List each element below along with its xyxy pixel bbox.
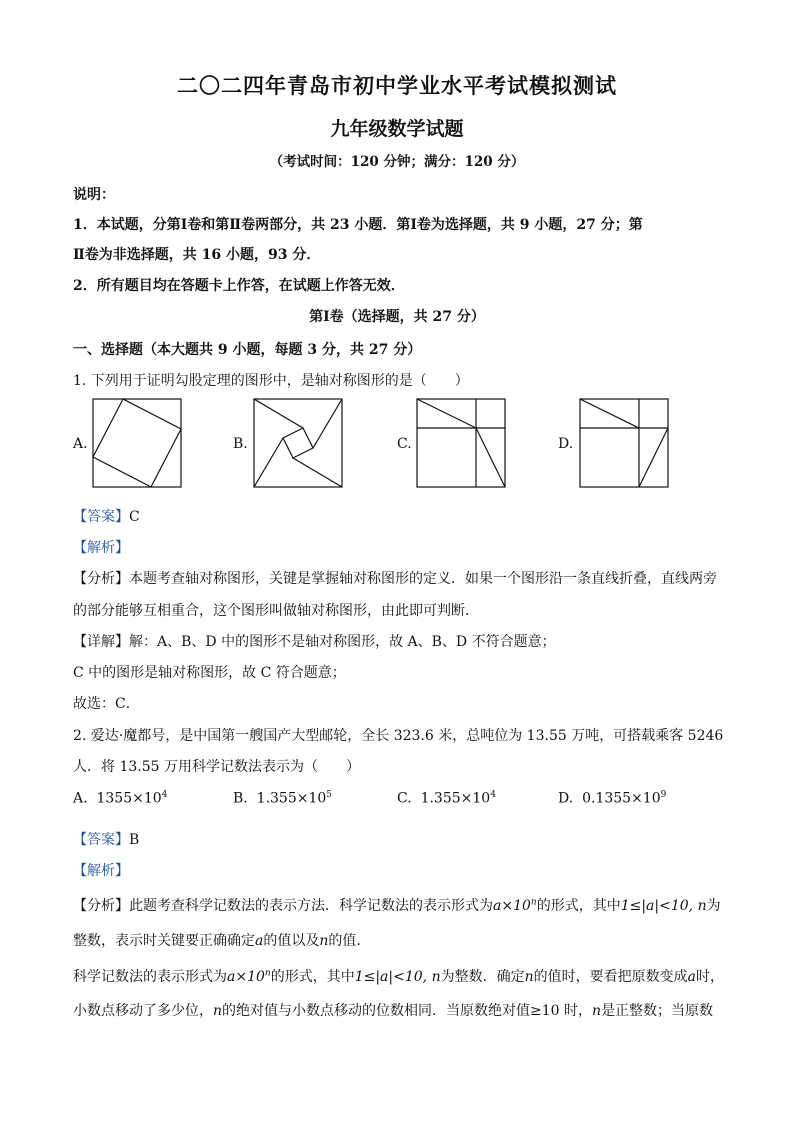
q1-fenxi-line1 <box>73 568 733 588</box>
figure-b-drawing <box>253 398 343 488</box>
q2-body-var-n2: n <box>213 1003 223 1019</box>
q2-body-range: 1≤|a|<10, n <box>354 969 441 985</box>
q2-body-line1-e: 时， <box>695 969 724 985</box>
q1-fenxi-tag: 【分析】 <box>73 571 129 587</box>
q2-fenxi-line2-a: 整数，表示时关键要正确确定 <box>73 933 255 949</box>
q1-label-a: A. <box>73 436 88 452</box>
q2-body-line1-c: 为整数．确定 <box>440 969 525 985</box>
q2-option-a-mantissa: 1355×10 <box>96 790 162 807</box>
q2-option-b-mantissa: 1.355×10 <box>256 790 327 807</box>
q1-answer <box>73 506 733 526</box>
q1-fenxi-line2: 的部分能够互相重合，这个图形叫做轴对称图形，由此即可判断． <box>73 603 479 619</box>
figure-d-drawing <box>579 398 669 488</box>
q1-xiangjie-line2: C 中的图形是轴对称图形，故 C 符合题意； <box>73 665 346 681</box>
q2-body-line2-b: 的绝对值与小数点移动的位数相同．当原数绝对值≥10 时， <box>222 1003 593 1019</box>
q1-answer-tag: 【答案】 <box>73 509 129 525</box>
q1-conclusion: 故选：C． <box>73 696 140 712</box>
q2-option-d-label: D. <box>558 790 574 807</box>
q1-xiangjie-line1 <box>73 631 733 651</box>
exam-info: （考试时间：120 分钟；满分：120 分） <box>269 154 525 170</box>
q1-xiangjie-text1: 解：A、B、D 中的图形不是轴对称图形，故 A、B、D 不符合题意； <box>129 634 556 650</box>
q2-option-a-exp: 4 <box>161 790 168 800</box>
q2-fenxi-line2-b: 的值以及 <box>263 933 320 949</box>
q2-option-c-mantissa: 1.355×10 <box>420 790 491 807</box>
q2-body-sci-form: a×10 <box>227 969 265 985</box>
q1-label-b: B. <box>233 436 248 452</box>
q2-fenxi-var-a: a <box>255 933 264 949</box>
q2-fenxi-range: 1≤|a|<10, n <box>620 898 707 914</box>
q2-option-b <box>233 790 332 807</box>
q1-stem: 1. 下列用于证明勾股定理的图形中，是轴对称图形的是（ ） <box>73 373 469 389</box>
q2-body-var-n1: n <box>524 969 534 985</box>
part1-heading: 第Ⅰ卷（选择题，共 27 分） <box>309 309 485 325</box>
q2-answer-value: B <box>129 832 140 848</box>
q2-option-a <box>73 790 167 807</box>
note-item-1-line1: 1．本试题，分第Ⅰ卷和第Ⅱ卷两部分，共 23 小题．第Ⅰ卷为选择题，共 9 小题，27 分；第 <box>73 217 643 233</box>
q2-fenxi-text-b: 的形式，其中 <box>536 898 621 914</box>
q2-body-line2-a: 小数点移动了多少位， <box>73 1003 213 1019</box>
q2-body-line2 <box>73 1000 733 1020</box>
q2-fenxi-line1 <box>73 895 733 915</box>
q2-option-d-exp: 9 <box>660 790 667 800</box>
q2-option-d-mantissa: 0.1355×10 <box>582 790 661 807</box>
figure-b <box>253 398 343 488</box>
figure-a-drawing <box>92 398 182 488</box>
q2-answer-tag: 【答案】 <box>73 832 129 848</box>
note-item-1-line2: Ⅱ卷为非选择题，共 16 小题，93 分． <box>73 247 321 263</box>
section-heading: 一、选择题（本大题共 9 小题，每题 3 分，共 27 分） <box>73 342 422 358</box>
note-item-2: 2．所有题目均在答题卡上作答，在试题上作答无效． <box>73 278 405 294</box>
q2-body-var-a: a <box>687 969 696 985</box>
q2-option-c <box>397 790 496 807</box>
q1-xiangjie-tag: 【详解】 <box>73 634 129 650</box>
exam-subtitle: 九年级数学试题 <box>330 118 464 140</box>
q2-option-b-exp: 5 <box>326 790 333 800</box>
q2-stem-line1: 2. 爱达·魔都号，是中国第一艘国产大型邮轮，全长 323.6 米，总吨位为 13.55 万吨，可搭载乘客 5246 <box>73 728 724 744</box>
q2-option-c-label: C. <box>397 790 412 807</box>
q2-fenxi-text-c: 为 <box>706 898 721 914</box>
q2-option-a-label: A. <box>73 790 88 807</box>
q1-analysis-tag: 【解析】 <box>73 540 129 556</box>
figure-a <box>92 398 182 488</box>
q2-body-line1-d: 的值时，要看把原数变成 <box>533 969 688 985</box>
figure-c <box>416 398 506 488</box>
exam-title: 二〇二四年青岛市初中学业水平考试模拟测试 <box>177 73 617 98</box>
q1-label-c: C. <box>397 436 412 452</box>
q2-body-sci-exp: n <box>264 968 271 979</box>
q2-option-c-exp: 4 <box>490 790 496 800</box>
q2-stem-line2: 人．将 13.55 万用科学记数法表示为（ ） <box>73 759 360 775</box>
q2-fenxi-line2 <box>73 930 733 950</box>
q2-option-b-label: B. <box>233 790 248 807</box>
q1-label-d: D. <box>558 436 574 452</box>
q2-analysis-tag: 【解析】 <box>73 863 129 879</box>
q2-fenxi-sci-exp: n <box>530 897 537 908</box>
q2-fenxi-var-n: n <box>319 933 329 949</box>
q2-answer <box>73 829 733 849</box>
q1-fenxi-text1: 本题考查轴对称图形，关键是掌握轴对称图形的定义．如果一个图形沿一条直线折叠，直线两旁 <box>129 571 717 587</box>
q2-fenxi-line2-c: 的值． <box>328 933 371 949</box>
q2-fenxi-tag: 【分析】 <box>73 898 129 914</box>
notes-heading: 说明： <box>73 187 115 203</box>
q2-body-line1 <box>73 966 733 986</box>
q2-body-line2-c: 是正整数；当原数 <box>601 1003 714 1019</box>
q2-fenxi-text-a: 此题考查科学记数法的表示方法．科学记数法的表示形式为 <box>129 898 493 914</box>
q1-answer-value: C <box>129 509 140 525</box>
figure-d <box>579 398 669 488</box>
q2-body-var-n3: n <box>592 1003 602 1019</box>
q2-fenxi-sci-form: a×10 <box>493 898 531 914</box>
figure-c-drawing <box>416 398 506 488</box>
q2-body-line1-b: 的形式，其中 <box>270 969 355 985</box>
q2-body-line1-a: 科学记数法的表示形式为 <box>73 969 227 985</box>
q2-option-d <box>558 790 666 807</box>
